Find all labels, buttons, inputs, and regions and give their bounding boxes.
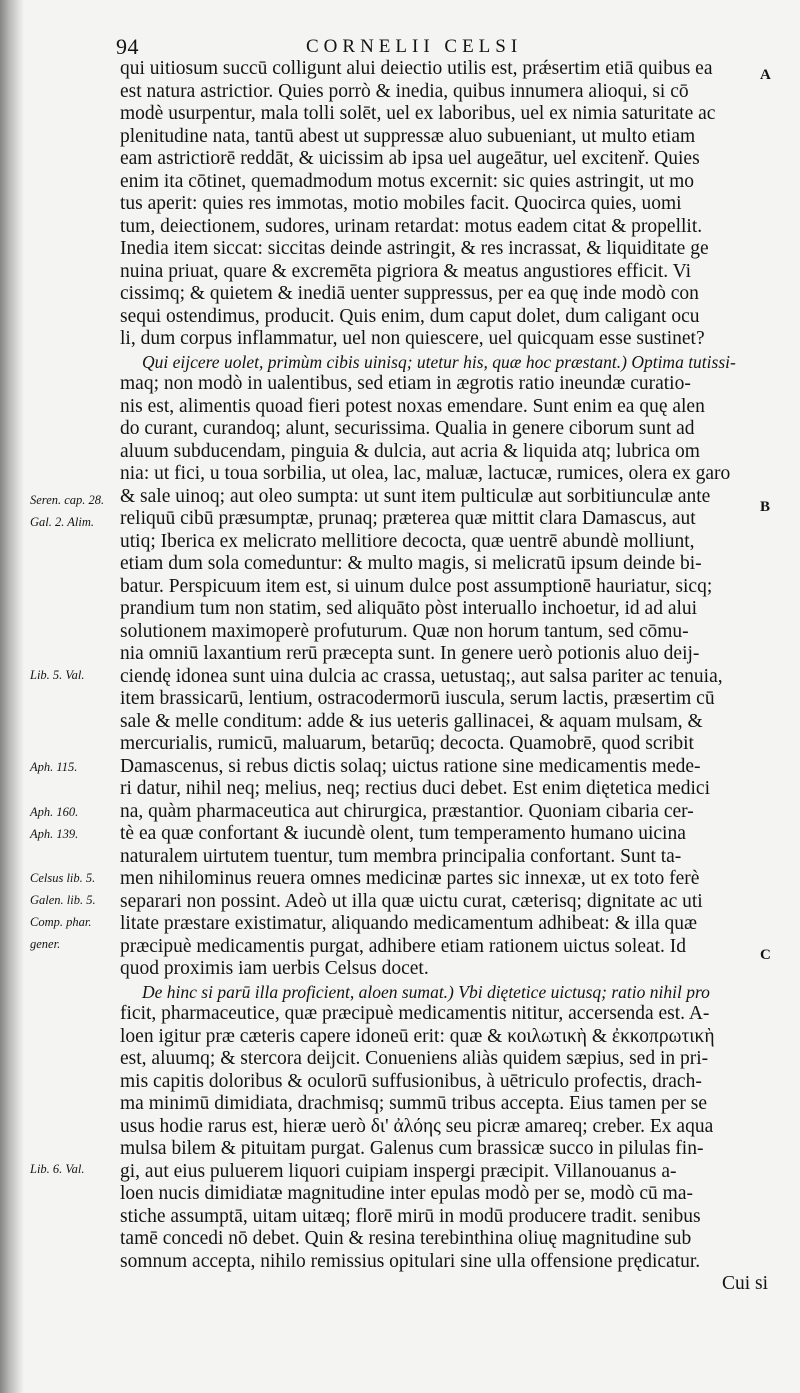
text-line: nia omniū laxantium rerū præcepta sunt. In genere uerò potionis aluo deij- <box>120 643 700 664</box>
text-line: cissimq; & quietem & inediā uenter suppressus, per ea quę inde modò con <box>120 283 699 304</box>
margin-note: Lib. 6. Val. <box>30 1162 85 1176</box>
catchword: Cui si <box>721 1273 768 1294</box>
margin-note: Aph. 139. <box>30 827 79 841</box>
text-line: etiam dum sola comeduntur: & multo magis, si melicratū ipsum deinde bi- <box>120 553 702 574</box>
text-line: Damascenus, si rebus dictis solaq; uictus ratione sine medicamentis mede- <box>120 755 701 777</box>
text-line: gi, aut eius puluerem liquori cuipiam inspergi præcipit. Villanouanus a- <box>120 1160 677 1182</box>
text-line: men nihilominus reuera omnes medicinæ partes sic innexæ, ut ex toto ferè <box>120 868 700 889</box>
margin-note: Comp. phar. <box>30 915 92 929</box>
text-line: ri datur, nihil neq; melius, neq; rectius duci debet. Est enim diętetica medici <box>120 778 711 799</box>
margin-note: Gal. 2. Alim. <box>30 515 95 529</box>
text-line: prandium tum non statim, sed aliquāto pòst interuallo inchoetur, id ad alui <box>120 598 698 619</box>
text-line: separari non possint. Adeò ut illa quæ uictu curat, cæterisq; dignitate ac uti <box>120 890 703 912</box>
text-line: & sale uinoq; aut oleo sumpta: ut sunt item pulticulæ aut sorbitiunculæ ante <box>120 485 711 507</box>
text-line: nuina priuat, quare & excremēta pigriora & meatus angustiores efficit. Vi <box>120 260 692 282</box>
text-line: do curant, curandoq; alunt, securissima. Qualia in genere ciborum sunt ad <box>120 418 695 439</box>
text-line: ma minimū dimidiata, drachmisq; summū tribus accepta. Eius tamen per se <box>120 1093 708 1114</box>
text-line: item brassicarū, lentium, ostracodermorū iuscula, serum lactis, præsertim cū <box>120 688 715 709</box>
text-line: tus aperit: quies res immotas, motio mobiles facit. Quocirca quies, uomi <box>120 193 682 214</box>
text-line: est, aluumq; & stercora deijcit. Conueniens aliàs quidem sæpius, sed in pri- <box>120 1048 709 1069</box>
text-line: aluum subducendam, pinguia & dulcia, aut acria & liquida atq; lubrica om <box>120 440 700 462</box>
text-line: modè usurpentur, mala tolli solēt, uel ex laboribus, uel ex nimia saturitate ac <box>120 103 716 124</box>
text-line: sequi ostendimus, producit. Quis enim, dum caput dolet, dum caligant ocu <box>120 305 700 327</box>
text-line: li, dum corpus inflammatur, uel non quiescere, uel quicquam esse sustinet? <box>120 328 705 349</box>
text-line: litate præstare existimatur, aliquando medicamentum adhibeat: & illa quæ <box>120 913 698 934</box>
text-line: præcipuè medicamentis purgat, adhibere etiam rationem uictus soleat. Id <box>120 935 687 957</box>
text-line: somnum accepta, nihilo remissius opitulari sine ulla offensione prędicatur. <box>120 1250 701 1272</box>
text-line: tum, deiectionem, sudores, urinam retardat: motus eadem citat & propellit. <box>120 215 703 237</box>
text-line: Inedia item siccat: siccitas deinde astringit, & res incrassat, & liquiditate ge <box>120 238 709 259</box>
text-line: mulsa bilem & pituitam purgat. Galenus cum brassicæ succo in pilulas fin- <box>120 1138 704 1159</box>
margin-note: gener. <box>30 937 61 951</box>
page-number: 94 <box>116 34 139 59</box>
running-head: CORNELII CELSI <box>306 36 523 57</box>
text-line: qui uitiosum succū colligunt alui deiectio utilis est, prǽsertim etiā quibus ea <box>120 58 713 79</box>
section-letter: A <box>760 67 771 83</box>
text-line: sale & melle conditum: adde & ius ueteris gallinacei, & aquam mulsam, & <box>120 710 703 732</box>
text-line: ficit, pharmaceutice, quæ præcipuè medicamentis nititur, accersenda est. A- <box>120 1003 710 1024</box>
text-line: plenitudine nata, tantū abest ut suppressæ aluo subueniant, ut multo etiam <box>120 125 696 147</box>
text-line: naturalem uirtutem tuentur, tum membra principalia confortant. Sunt ta- <box>120 845 682 867</box>
text-line: tè ea quæ confortant & iucundè olent, tum temperamento humano uicina <box>120 823 686 844</box>
section-letter: C <box>760 947 771 963</box>
margin-note: Lib. 5. Val. <box>30 668 85 682</box>
text-line: est natura astrictior. Quies porrò & inedia, quibus innumera alioqui, si cō <box>120 80 689 102</box>
margin-note: Aph. 115. <box>30 760 78 774</box>
text-line: nis est, alimentis quoad fieri potest noxas emendare. Sunt enim ea quę alen <box>120 395 705 417</box>
text-line: maq; non modò in ualentibus, sed etiam in ægrotis ratio ineundæ curatio- <box>120 373 691 394</box>
margin-note: Aph. 160. <box>30 805 79 819</box>
text-line: nia: ut fici, u toua sorbilia, ut olea, lac, maluæ, lactucæ, rumices, olera ex garo <box>120 463 731 484</box>
lemma-line: De hinc si parū illa proficient, aloen sumat.) Vbi diętetice uictusq; ratio nihil pro <box>142 981 710 1002</box>
text-line: batur. Perspicuum item est, si uinum dulce post assumptionē hauriatur, sicq; <box>120 575 713 597</box>
section-letter: B <box>760 499 771 515</box>
text-line: quod proximis iam uerbis Celsus docet. <box>120 958 429 979</box>
text-line: eam astrictiorē reddāt, & uicissim ab ipsa uel augeātur, uel excitenř. Quies <box>120 148 700 169</box>
text-line: solutionem maximoperè profuturum. Quæ non horum tantum, sed cōmu- <box>120 620 689 642</box>
text-line: loen nucis dimidiatæ magnitudine inter epulas modò per se, modò cū ma- <box>120 1183 693 1204</box>
text-line: stiche assumptā, uitam uitæq; florē mirū in modū producere tradit. senibus <box>120 1205 701 1227</box>
text-line: mis capitis doloribus & oculorū suffusionibus, à uētriculo profectis, drach- <box>120 1070 702 1092</box>
text-line: usus hodie rarus est, hieræ uerò δι' ἀλόης seu picræ amareq; creber. Ex aqua <box>120 1115 714 1137</box>
text-line: ciendę idonea sunt uina dulcia ac crassa, uetustaq;, aut salsa pariter ac tenuia, <box>120 665 723 687</box>
margin-note: Celsus lib. 5. <box>30 871 96 885</box>
text-line: loen igitur præ cæteris capere idoneū erit: quæ & κοιλωτικὴ & ἐκκοπρωτικὴ <box>120 1025 715 1047</box>
text-line: reliquū cibū præsumptæ, prunaq; præterea quæ mittit clara Damascus, aut <box>120 508 696 529</box>
margin-note: Galen. lib. 5. <box>30 893 96 907</box>
text-line: enim ita cōtinet, quemadmodum motus excernit: sic quies astringit, ut mo <box>120 170 695 192</box>
body-text <box>120 58 771 1296</box>
text-line: utiq; Iberica ex melicrato mellitiore decocta, quæ uentrē abundè molliunt, <box>120 530 695 552</box>
text-line: tamē concedi nō debet. Quin & resina terebinthina oliuę magnitudine sub <box>120 1228 692 1249</box>
margin-note: Seren. cap. 28. <box>30 493 105 507</box>
lemma-line: Qui eijcere uolet, primùm cibis uinisq; utetur his, quæ hoc præstant.) Optima tutissi- <box>142 351 736 372</box>
text-line: na, quàm pharmaceutica aut chirurgica, præstantior. Quoniam cibaria cer- <box>120 800 694 822</box>
text-line: mercurialis, rumicū, maluarum, betarūq; decocta. Quamobrē, quod scribit <box>120 733 694 754</box>
page-header <box>116 34 756 60</box>
